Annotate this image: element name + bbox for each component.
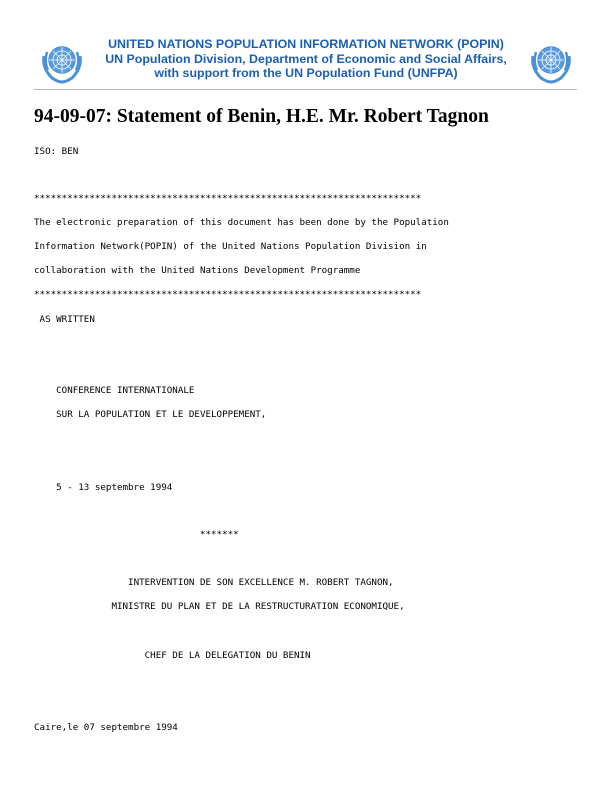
header-text xyxy=(92,37,520,81)
chef-line: CHEF DE LA DELEGATION DU BENIN xyxy=(34,650,311,661)
ministre-line: MINISTRE DU PLAN ET DE LA RESTRUCTURATION ECONOMIQUE, xyxy=(34,601,405,612)
separator-stars: ******* xyxy=(34,529,239,540)
header-line-3: with support from the UN Population Fund (UNFPA) xyxy=(154,66,458,81)
conference-line-1: CONFERENCE INTERNATIONALE xyxy=(34,385,195,396)
page-title: 94-09-07: Statement of Benin, H.E. Mr. Robert Tagnon xyxy=(34,106,489,127)
conference-dates: 5 - 13 septembre 1994 xyxy=(34,482,173,493)
page-header xyxy=(0,0,612,92)
header-line-1: UNITED NATIONS POPULATION INFORMATION NETWORK (POPIN) xyxy=(108,37,504,51)
header-divider xyxy=(34,89,577,90)
conference-line-2: SUR LA POPULATION ET LE DEVELOPPEMENT, xyxy=(34,409,267,420)
separator-stars: ********************************************************************** xyxy=(34,289,422,300)
iso-code: ISO: BEN xyxy=(34,146,79,157)
note-line-1: The electronic preparation of this document has been done by the Population xyxy=(34,217,449,228)
intervention-line: INTERVENTION DE SON EXCELLENCE M. ROBERT TAGNON, xyxy=(34,577,394,588)
place-date: Caire,le 07 septembre 1994 xyxy=(34,722,178,733)
note-line-3: collaboration with the United Nations Development Programme xyxy=(34,265,361,276)
note-line-2: Information Network(POPIN) of the United Nations Population Division in xyxy=(34,241,427,252)
as-written-label: AS WRITTEN xyxy=(34,314,95,325)
separator-stars: ********************************************************************** xyxy=(34,193,422,204)
un-emblem-icon xyxy=(38,38,86,86)
header-line-2: UN Population Division, Department of Economic and Social Affairs, xyxy=(105,51,507,66)
un-emblem-icon xyxy=(527,38,575,86)
